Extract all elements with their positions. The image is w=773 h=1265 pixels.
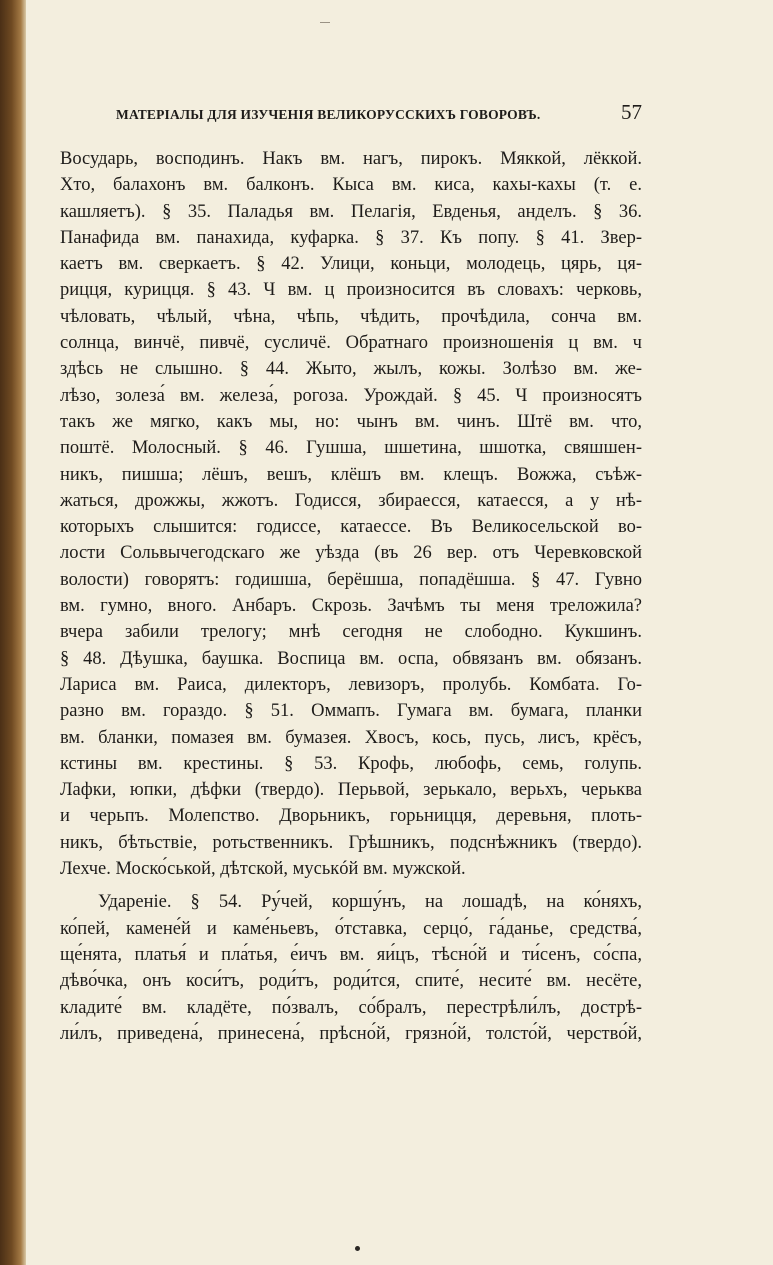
page-dot [355, 1246, 360, 1251]
text-line: ще́нята, платья́ и пла́тья, е́ичъ вм. яи́цъ, тѣсно́й и ти́сенъ, со́спа, [60, 944, 642, 965]
text-line: § 48. Дѣушка, баушка. Воспица вм. оспа, обвязанъ вм. обязанъ. [60, 648, 642, 669]
text-line: вм. бланки, помазея вм. бумазея. Хвосъ, кось, пусь, лисъ, крёсъ, [60, 727, 642, 748]
text-line: ко́пей, камене́й и каме́ньевъ, о́тставка, серцо́, га́данье, средства́, [60, 918, 642, 939]
text-line: никъ, пишша; лёшъ, вешъ, клёшъ вм. клещъ. Вожжа, съѣж- [60, 464, 642, 485]
page-header [116, 100, 642, 130]
text-line: вчера забили трелогу; мнѣ сегодня не слободно. Кукшинъ. [60, 622, 642, 643]
running-title: МАТЕРІАЛЫ ДЛЯ ИЗУЧЕНІЯ ВЕЛИКОРУССКИХЪ ГОВОРОВЪ. [116, 107, 541, 122]
text-line: Лариса вм. Раиса, дилекторъ, левизоръ, пролубь. Комбата. Го- [60, 674, 642, 695]
text-line: чѣловать, чѣлый, чѣна, чѣпь, чѣдить, прочѣдила, сонча вм. [60, 306, 642, 327]
page-number: 57 [621, 100, 642, 124]
text-line: такъ же мягко, какъ мы, но: чынъ вм. чинъ. Штё вм. что, [60, 411, 642, 432]
text-line: здѣсь не слышно. § 44. Жыто, жылъ, кожы. Золѣзо вм. же- [60, 359, 642, 380]
text-line: Панафида вм. панахида, куфарка. § 37. Къ попу. § 41. Звер- [60, 227, 642, 248]
text-line: Хто, балахонъ вм. балконъ. Кыса вм. киса, кахы-кахы (т. е. [60, 175, 642, 196]
page-mark [320, 22, 330, 23]
text-line: разно вм. гораздо. § 51. Оммапъ. Гумага вм. бумага, планки [60, 701, 642, 722]
paragraph-2 [60, 889, 642, 1047]
text-line: которыхъ слышится: годиссе, катаессе. Въ Великосельской во- [60, 517, 642, 538]
paragraph-1 [60, 146, 642, 882]
body-text [60, 146, 642, 1047]
text-line: вм. гумно, вного. Анбаръ. Скрозь. Зачѣмъ ты меня треложила? [60, 596, 642, 617]
text-line: пoштё. Молосный. § 46. Гушша, шшетина, шшотка, свяшшен- [60, 438, 642, 459]
text-line: рицця, курицця. § 43. Ч вм. ц произносится въ словахъ: черковь, [60, 280, 642, 301]
text-line: никъ, бѣтьствіе, ротьственникъ. Грѣшникъ, подснѣжникъ (твердо). [60, 832, 642, 853]
text-line: лости Сольвычегодскаго же уѣзда (въ 26 вер. отъ Черевковской [60, 543, 642, 564]
text-line: Удареніе. § 54. Ру́чей, коршу́нъ, на лошадѣ, на ко́няхъ, [98, 892, 642, 913]
text-line: волости) говорятъ: годишша, берёшша, попадёшша. § 47. Гувно [60, 569, 642, 590]
text-line: кстины вм. крестины. § 53. Крофь, любофь, семь, голупь. [60, 753, 642, 774]
text-line: жаться, дрожжы, жжотъ. Годисся, збираесся, катаесся, а у нѣ- [60, 490, 642, 511]
text-line: дѣво́чка, онъ коси́тъ, роди́тъ, роди́тся, спите́, несите́ вм. несёте, [60, 971, 642, 992]
text-line: солнца, винчё, пивчё, сусличё. Обратнаго произношенія ц вм. ч [60, 333, 642, 354]
text-line: кашляетъ). § 35. Паладья вм. Пелагія, Евденья, анделъ. § 36. [60, 201, 642, 222]
book-binding-edge [0, 0, 26, 1265]
text-line: и черьпъ. Молепство. Дворьникъ, горьницця, деревьня, плоть- [60, 806, 642, 827]
text-line: Лехче. Моско́ськой, дѣтской, муськóй вм. мужской. [60, 859, 466, 880]
text-line: кладите́ вм. кладёте, по́звалъ, со́бралъ, перестрѣли́лъ, дострѣ- [60, 997, 642, 1018]
text-line: ли́лъ, приведена́, принесена́, прѣсно́й, грязно́й, толсто́й, черство́й, [60, 1023, 642, 1044]
text-line: Лафки, юпки, дѣфки (твердо). Перьвой, зерькало, верьхъ, черьква [60, 780, 642, 801]
text-line: Восударь, восподинъ. Накъ вм. нагъ, пирокъ. Мяккой, лёккой. [60, 149, 642, 169]
text-line: лѣзо, золеза́ вм. железа́, рогоза. Урождай. § 45. Ч произносятъ [60, 385, 642, 406]
text-line: каетъ вм. сверкаетъ. § 42. Улици, коньци, молодець, цярь, ця- [60, 254, 642, 275]
